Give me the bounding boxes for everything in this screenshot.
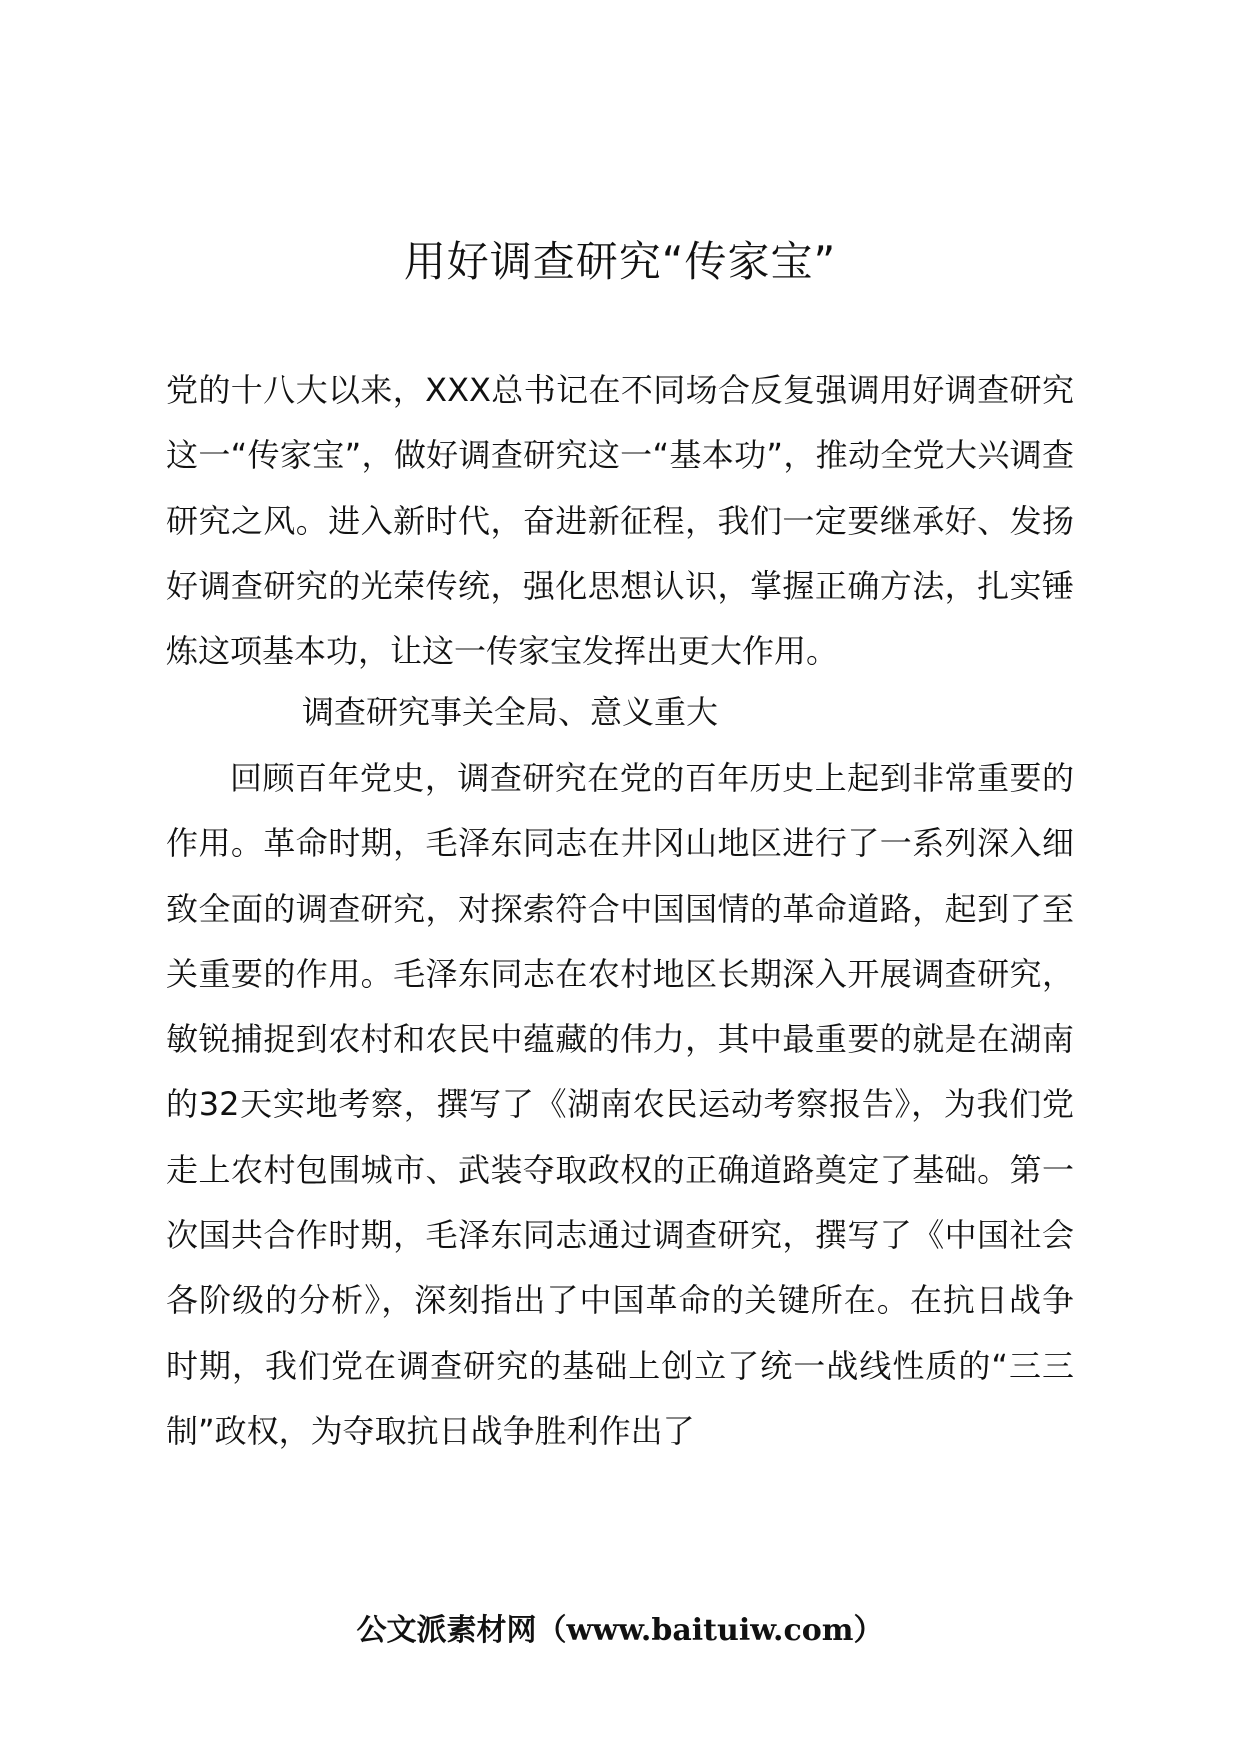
footer-watermark: 公文派素材网（www.baituiw.com） bbox=[356, 1613, 884, 1648]
intro-paragraph: 党的十八大以来，XXX总书记在不同场合反复强调用好调查研究这一“传家宝”，做好调查研究这一“基本功”，推动全党大兴调查研究之风。进入新时代，奋进新征程，我们一定要继承好、发扬好调查研究的光荣传统，强化思想认识，掌握正确方法，扎实锤炼这项基本功，让这一传家宝发挥出更大作用。 bbox=[166, 371, 1074, 671]
section-paragraph: 回顾百年党史，调查研究在党的百年历史上起到非常重要的作用。革命时期，毛泽东同志在井冈山地区进行了一系列深入细致全面的调查研究，对探索符合中国国情的革命道路，起到了至关重要的作用。毛泽东同志在农村地区长期深入开展调查研究，敏锐捕捉到农村和农民中蕴藏的伟力，其中最重要的就是在湖南的32天实地考察，撰写了《湖南农民运动考察报告》，为我们党走上农村包围城市、武装夺取政权的正确道路奠定了基础。第一次国共合作时期，毛泽东同志通过调查研究，撰写了《中国社会各阶级的分析》，深刻指出了中国革命的关键所在。在抗日战争时期，我们党在调查研究的基础上创立了统一战线性质的“三三制”政权，为夺取抗日战争胜利作出了 bbox=[166, 759, 1074, 1450]
section-heading: 调查研究事关全局、意义重大 bbox=[302, 693, 719, 731]
document-title: 用好调查研究“传家宝” bbox=[403, 237, 837, 286]
